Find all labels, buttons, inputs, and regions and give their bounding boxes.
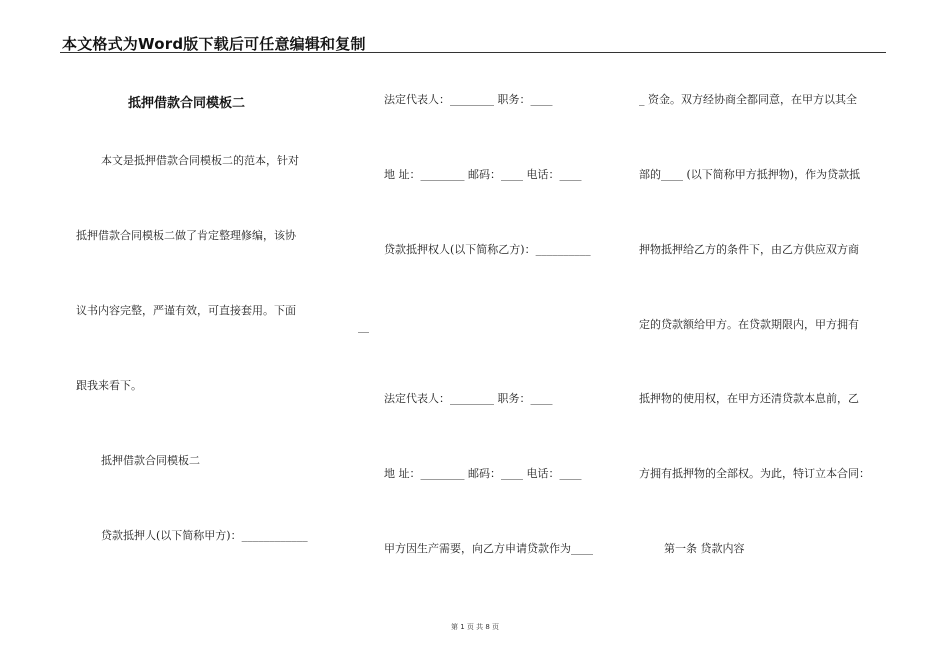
col2-line-5: 地 址：________ 邮码：____ 电话：____ [384,467,582,480]
col3-line-3: 押物抵押给乙方的条件下，由乙方供应双方商 [639,243,859,256]
header-rule [60,52,886,53]
col1-line-1: 本文是抵押借款合同模板二的范本，针对 [101,154,299,167]
col1-line-2: 抵押借款合同模板二做了肯定整理修编，该协 [76,229,296,242]
col2-dash: __ [358,320,369,333]
col2-line-2: 地 址：________ 邮码：____ 电话：____ [384,168,582,181]
col1-line-5: 抵押借款合同模板二 [101,454,200,467]
col2-line-4: 法定代表人：________ 职务：____ [384,392,553,405]
col1-line-4: 跟我来看下。 [76,379,142,392]
col2-line-1: 法定代表人：________ 职务：____ [384,93,553,106]
col3-line-6: 方拥有抵押物的全部权。为此，特订立本合同： [639,467,870,480]
col2-line-3: 贷款抵押权人(以下简称乙方)：__________ [384,243,591,256]
col2-line-6: 甲方因生产需要，向乙方申请贷款作为____ [384,542,593,555]
col1-line-3: 议书内容完整，严谨有效，可直接套用。下面 [76,304,296,317]
col3-section-heading: 第一条 贷款内容 [664,542,745,555]
col3-line-4: 定的贷款额给甲方。在贷款期限内，甲方拥有 [639,318,859,331]
page-footer: 第 1 页 共 8 页 [450,623,500,631]
col1-line-6: 贷款抵押人(以下简称甲方)：____________ [101,529,308,542]
page-header: 本文格式为Word版下载后可任意编辑和复制 [62,35,366,53]
document-title: 抵押借款合同模板二 [128,96,246,111]
col3-line-5: 抵押物的使用权，在甲方还清贷款本息前，乙 [639,392,859,405]
col3-line-2: 部的____ (以下简称甲方抵押物)，作为贷款抵 [639,168,861,181]
col3-line-1: _ 资金。双方经协商全都同意，在甲方以其全 [639,93,857,106]
